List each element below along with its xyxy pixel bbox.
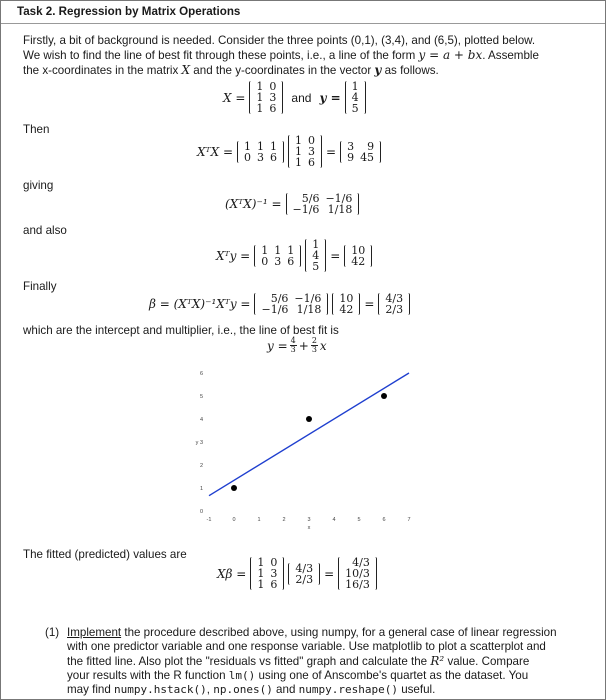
matrix-inverse (286, 193, 360, 215)
xt-cell: 0 (244, 150, 251, 164)
inv-cell: −1/6 (294, 292, 322, 305)
beta-cell: 4/3 (385, 292, 404, 305)
inv-cell: −1/6 (261, 303, 289, 316)
vector-xty-2 (332, 293, 360, 315)
title-divider (1, 23, 605, 24)
task-title: Task 2. Regression by Matrix Operations (17, 5, 241, 18)
xty-cell: 10 (339, 292, 354, 305)
x-cell: 1 (257, 556, 265, 569)
label-fitted: The fitted (predicted) values are (23, 548, 187, 561)
beta-cell: 2/3 (295, 572, 314, 586)
equation-xty: Xᵀy = 1 1 1 0 3 6 1 4 5 = 10 42 (216, 239, 372, 272)
x-cell: 1 (257, 578, 265, 591)
fitted-cell: 16/3 (345, 578, 370, 591)
vector-xty-result (344, 245, 372, 267)
matrix-x (249, 81, 283, 114)
xt-cell: 6 (287, 254, 295, 268)
equation-x-matrix: X = 1 0 1 3 1 6 and y = 1 4 5 (223, 81, 366, 114)
x-cell: 6 (308, 156, 315, 169)
inv-cell: 1/18 (327, 203, 353, 216)
xt-cell: 1 (270, 139, 277, 153)
x-cell: 0 (270, 556, 278, 569)
xty-cell: 42 (339, 303, 354, 316)
y-tick-label: 6 (199, 371, 203, 377)
xtx-cell: 3 (347, 139, 355, 153)
xty-cell: 42 (351, 254, 366, 268)
y-cell: 4 (351, 91, 359, 104)
xt-cell: 3 (274, 254, 282, 268)
x-tick-label: 6 (382, 517, 386, 523)
y-axis-label: y (195, 440, 199, 446)
xt-cell: 1 (261, 243, 269, 257)
x-cell: 1 (257, 567, 265, 580)
scatter-plot (181, 361, 421, 531)
x-tick-label: 2 (282, 517, 286, 523)
inv-cell: −1/6 (292, 203, 320, 216)
label-giving: giving (23, 179, 54, 192)
data-point (381, 393, 387, 399)
inv-cell: 5/6 (301, 192, 320, 205)
xtx-cell: 9 (367, 139, 375, 153)
beta-cell: 4/3 (295, 561, 314, 575)
intro-line-2: We wish to find the line of best fit through these points, i.e., a line of the form y = a + bx. Assemble (23, 48, 539, 62)
intro-paragraph (23, 34, 583, 78)
x-cell: 6 (270, 578, 278, 591)
inv-cell: 5/6 (270, 292, 289, 305)
intro-line-1: Firstly, a bit of background is needed. Consider the three points (0,1), (3,4), and (6,5), plotted below. (23, 34, 536, 47)
x-cell: 1 (256, 102, 264, 115)
xt-cell: 1 (274, 243, 282, 257)
x-cell: 0 (269, 80, 277, 93)
fitted-cell: 10/3 (345, 567, 370, 580)
xt-cell: 3 (257, 150, 264, 164)
matrix-inverse-2 (254, 293, 328, 315)
fit-line (209, 373, 409, 496)
x-cell: 6 (269, 102, 277, 115)
equation-xtx: XᵀX = 1 1 1 0 3 6 1 0 1 3 1 6 = 3 9 9 45 (197, 135, 381, 168)
x-axis-label: x (307, 525, 311, 531)
y-tick-label: 2 (199, 463, 203, 469)
vector-fitted-result (338, 557, 377, 590)
task-1-paragraph: (1) Implement the procedure described above, using numpy, for a general case of linear regression with one predictor variable and one response variable. Use matplotlib to plot a scatterplot and the fitted line. Also plot the "residuals vs fitted" graph and calculate the R² value. Compare your results with the R function lm() using one of Anscombe's quartet as the dataset. You may find numpy.hstack(), np.ones() and numpy.reshape() useful. (45, 626, 557, 696)
matrix-xtx-result (340, 141, 381, 163)
model-equation: y = a + bx (418, 48, 483, 62)
y-cell: 1 (312, 238, 320, 251)
label-finally: Finally (23, 280, 57, 293)
xt-cell: 6 (270, 150, 277, 164)
y-cell: 4 (312, 249, 320, 262)
y-tick-label: 1 (199, 486, 203, 492)
inv-cell: −1/6 (325, 192, 353, 205)
label-then: Then (23, 123, 50, 136)
xt-cell: 1 (287, 243, 295, 257)
y-tick-label: 4 (199, 417, 203, 423)
x-tick-label: 1 (257, 517, 261, 523)
x-cell: 3 (308, 145, 315, 158)
x-tick-label: 3 (307, 517, 311, 523)
matrix-xt-2 (254, 245, 301, 267)
fitted-cell: 4/3 (352, 556, 370, 569)
xty-cell: 10 (351, 243, 366, 257)
xt-cell: 1 (244, 139, 251, 153)
y-cell: 5 (351, 102, 359, 115)
y-cell: 1 (351, 80, 359, 93)
intro-line-3: the x-coordinates in the matrix X and the y-coordinates in the vector y as follows. (23, 63, 439, 77)
y-cell: 5 (312, 260, 320, 273)
data-point (231, 485, 237, 491)
y-tick-label: 3 (199, 440, 203, 446)
vector-y-2 (305, 239, 326, 272)
xt-cell: 0 (261, 254, 269, 268)
x-cell: 1 (256, 80, 264, 93)
xt-cell: 1 (257, 139, 264, 153)
x-cell: 1 (256, 91, 264, 104)
equation-fitted: Xβ = 1 0 1 3 1 6 4/3 2/3 = 4/3 10/3 16/3 (217, 557, 377, 590)
equation-beta: β = (XᵀX)⁻¹Xᵀy = 5/6 −1/6 −1/6 1/18 10 42 = 4/3 2/3 (149, 293, 410, 315)
y-tick-label: 5 (199, 394, 203, 400)
x-cell: 0 (308, 134, 315, 147)
x-tick-label: -1 (206, 517, 212, 523)
vector-beta-2 (288, 563, 320, 585)
vector-beta (378, 293, 410, 315)
y-tick-label: 0 (199, 509, 203, 515)
x-tick-label: 4 (332, 517, 336, 523)
xtx-cell: 9 (347, 150, 355, 164)
matrix-xt (237, 141, 284, 163)
x-cell: 3 (269, 91, 277, 104)
xtx-cell: 45 (360, 150, 375, 164)
beta-cell: 2/3 (385, 303, 404, 316)
data-point (306, 416, 312, 422)
task-number: (1) (45, 626, 60, 639)
x-tick-label: 5 (357, 517, 361, 523)
matrix-x-3 (250, 557, 284, 590)
inv-cell: 1/18 (296, 303, 322, 316)
x-cell: 3 (270, 567, 278, 580)
x-cell: 1 (295, 145, 302, 158)
equation-inverse: (XᵀX)⁻¹ = 5/6 −1/6 −1/6 1/18 (225, 193, 359, 215)
result-text: which are the intercept and multiplier, i.e., the line of best fit is (23, 324, 339, 337)
matrix-x-2 (288, 135, 322, 168)
x-tick-label: 0 (232, 517, 236, 523)
best-fit-equation: y = $\frac{4}{3}$ + $\frac{2}{3}$ x (267, 336, 327, 354)
label-and-also: and also (23, 224, 67, 237)
x-cell: 1 (295, 156, 302, 169)
vector-y (345, 81, 366, 114)
x-tick-label: 7 (407, 517, 411, 523)
x-cell: 1 (295, 134, 302, 147)
